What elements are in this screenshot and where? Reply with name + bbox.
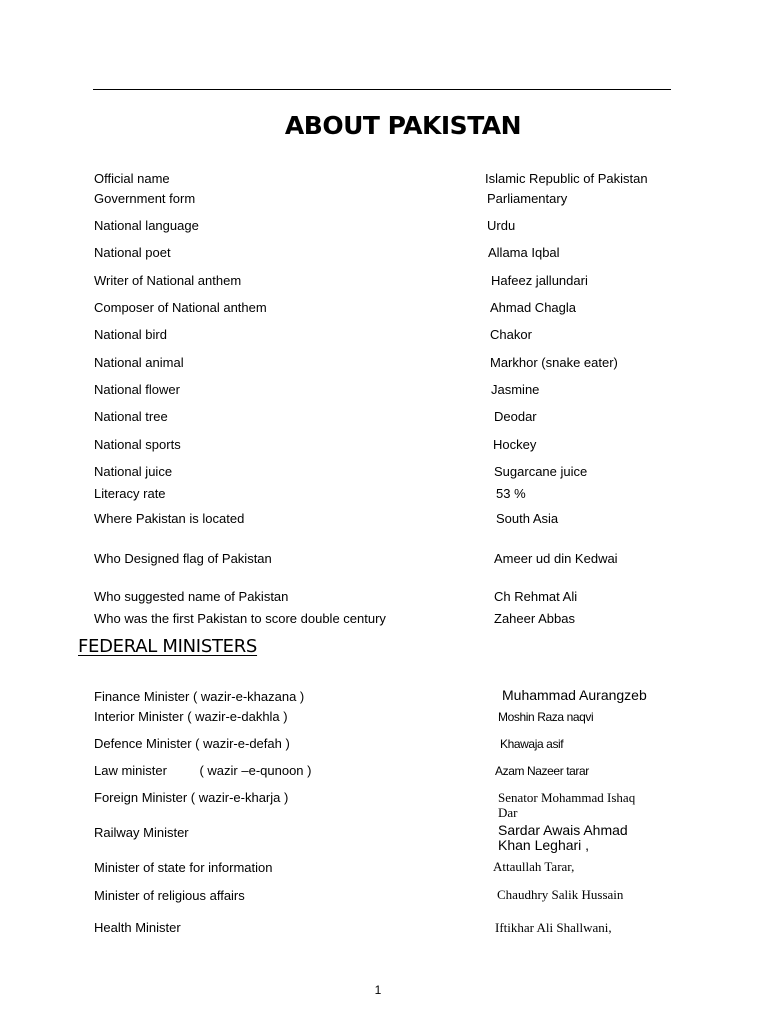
minister-name: Khawaja asif bbox=[500, 737, 564, 751]
fact-value: Hafeez jallundari bbox=[491, 273, 588, 288]
fact-label: National tree bbox=[94, 409, 168, 424]
fact-label: Who suggested name of Pakistan bbox=[94, 589, 289, 604]
fact-label: National bird bbox=[94, 327, 167, 342]
minister-row bbox=[0, 887, 768, 905]
header-rule bbox=[93, 89, 671, 90]
minister-name: Muhammad Aurangzeb bbox=[502, 687, 647, 703]
minister-name: Chaudhry Salik Hussain bbox=[497, 887, 624, 902]
fact-row bbox=[0, 436, 768, 454]
minister-name: Attaullah Tarar, bbox=[493, 859, 575, 874]
fact-label: National poet bbox=[94, 245, 171, 260]
fact-value: Urdu bbox=[487, 218, 516, 233]
minister-name: Azam Nazeer tarar bbox=[495, 764, 589, 778]
fact-label: Who was the first Pakistan to score double century bbox=[94, 611, 386, 626]
page-title: ABOUT PAKISTAN bbox=[284, 111, 522, 140]
fact-value: Jasmine bbox=[491, 382, 540, 397]
fact-row bbox=[0, 610, 768, 628]
fact-label: Writer of National anthem bbox=[94, 273, 242, 288]
fact-value: South Asia bbox=[496, 511, 559, 526]
fact-row bbox=[0, 354, 768, 372]
fact-label: National language bbox=[94, 218, 199, 233]
fact-label: Literacy rate bbox=[94, 486, 166, 501]
fact-label: National animal bbox=[94, 355, 184, 370]
fact-row bbox=[0, 485, 768, 503]
minister-title: Minister of religious affairs bbox=[94, 888, 245, 903]
fact-label: National flower bbox=[94, 382, 180, 397]
page-number: 1 bbox=[374, 983, 382, 997]
minister-name: Moshin Raza naqvi bbox=[498, 710, 594, 724]
minister-name: Senator Mohammad Ishaq Dar bbox=[498, 790, 636, 820]
fact-row bbox=[0, 299, 768, 317]
minister-name: Iftikhar Ali Shallwani, bbox=[495, 920, 612, 935]
fact-row bbox=[0, 550, 768, 568]
fact-row bbox=[0, 190, 768, 208]
fact-label: National sports bbox=[94, 437, 181, 452]
minister-row bbox=[0, 822, 768, 853]
fact-value: Islamic Republic of Pakistan bbox=[485, 171, 648, 186]
section-heading-federal-ministers: FEDERAL MINISTERS bbox=[78, 636, 258, 657]
fact-row bbox=[0, 463, 768, 481]
fact-value: 53 % bbox=[496, 486, 526, 501]
fact-value: Chakor bbox=[490, 327, 532, 342]
fact-row bbox=[0, 381, 768, 399]
minister-title: Minister of state for information bbox=[94, 860, 273, 875]
fact-value: Parliamentary bbox=[487, 191, 568, 206]
fact-value: Hockey bbox=[493, 437, 537, 452]
fact-value: Allama Iqbal bbox=[488, 245, 560, 260]
minister-row bbox=[0, 708, 768, 726]
fact-row bbox=[0, 588, 768, 606]
fact-row bbox=[0, 272, 768, 290]
fact-row bbox=[0, 408, 768, 426]
fact-value: Sugarcane juice bbox=[494, 464, 588, 479]
minister-row bbox=[0, 919, 768, 937]
minister-title: Health Minister bbox=[94, 920, 181, 935]
fact-row bbox=[0, 217, 768, 235]
fact-value: Zaheer Abbas bbox=[494, 611, 575, 626]
minister-row bbox=[0, 735, 768, 753]
fact-value: Ameer ud din Kedwai bbox=[494, 551, 618, 566]
fact-row bbox=[0, 326, 768, 344]
minister-title: Railway Minister bbox=[94, 825, 189, 840]
minister-title: Interior Minister ( wazir-e-dakhla ) bbox=[94, 709, 288, 724]
fact-label: National juice bbox=[94, 464, 173, 479]
fact-label: Government form bbox=[94, 191, 196, 206]
fact-value: Deodar bbox=[494, 409, 537, 424]
minister-title: Defence Minister ( wazir-e-defah ) bbox=[94, 736, 290, 751]
fact-row bbox=[0, 510, 768, 528]
fact-row bbox=[0, 170, 768, 188]
fact-label: Official name bbox=[94, 171, 170, 186]
minister-title: Foreign Minister ( wazir-e-kharja ) bbox=[94, 790, 289, 805]
fact-value: Ahmad Chagla bbox=[490, 300, 576, 315]
minister-row bbox=[0, 762, 768, 780]
fact-label: Where Pakistan is located bbox=[94, 511, 245, 526]
minister-row bbox=[0, 688, 768, 706]
fact-value: Ch Rehmat Ali bbox=[494, 589, 578, 604]
minister-title: Finance Minister ( wazir-e-khazana ) bbox=[94, 689, 305, 704]
fact-value: Markhor (snake eater) bbox=[490, 355, 618, 370]
fact-label: Composer of National anthem bbox=[94, 300, 267, 315]
fact-row bbox=[0, 244, 768, 262]
minister-title: Law minister ( wazir –e-qunoon ) bbox=[94, 763, 312, 778]
minister-row bbox=[0, 859, 768, 877]
minister-name: Sardar Awais Ahmad Khan Leghari , bbox=[498, 822, 628, 853]
minister-row bbox=[0, 789, 768, 820]
fact-label: Who Designed flag of Pakistan bbox=[94, 551, 272, 566]
